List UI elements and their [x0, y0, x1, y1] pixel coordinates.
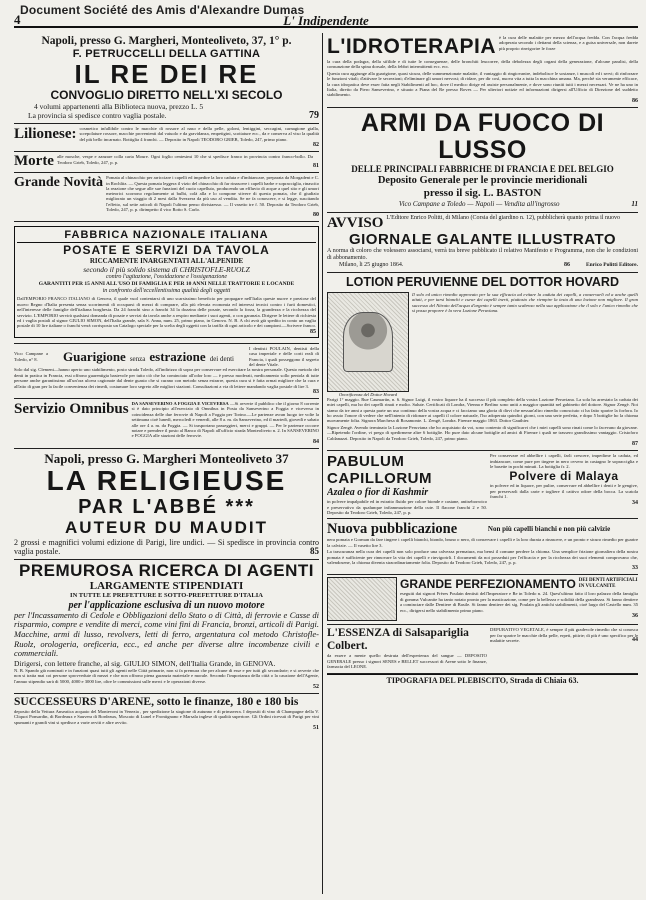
agents-title: PREMUROSA RICERCA DI AGENTI: [19, 560, 314, 580]
portrait-figure: [343, 312, 393, 372]
guarigione-body: Solo dal sig. Clement—hanno aperto uno stabilimento, posto strada Toledo, all'indirizzo di sopra per conservare ed esercitare la nostra personale. Questo metodo dei denti in pratica in Francia, essi offrono guarentigia bastevole per tutto ciò che ha cominciato all'odor loro — è presso moderati, medicamento sollo pentola di tutte persone anche garantissimo all'un'ora ulcera cagionate dal dente guasto che si curano con metodo senza estrarre, questa cura si è fatta ormai migliore che la cura e all'atto di gran per la facile convenienza dei rimedi, costumare loro segreto alle migliori stazioni. Consultazioni a via di lettere mandando vaglia postale di lire 3.: [14, 367, 319, 389]
lotion-body-2: Signor Zengè. Avendo terminato la Lozione Peruviana che ho acquistato da voi, sono contento di significarvi che i miei capelli sono rinati come lo facevano da giovane.—Ripetendo l'ordine, vi prego di spedirmene altre 6 bottiglie. Ho pure dato alcune bottiglie ad amici di Firenze i quali ne trassero grandissimo vantaggio. Cristoforo Caldanazzi. Deposito in Napoli da Teodoro Grieb, Toledo, 247, primo piano.: [327, 424, 638, 441]
perfezionamento-side: DEI DENTI ARTIFICIALI IN VULCANITE: [578, 578, 638, 590]
publisher-line: Napoli, presso G. Margheri, Monteoliveto, 37, 1° p.: [41, 35, 292, 47]
perfezionamento-title: GRANDE PERFEZIONAMENTO: [400, 577, 576, 592]
idroterapia-body-2: Questa cura aggiunge alla guarigione, quasi sicura, delle summenzionate malattie, il vantaggio di ringiovanire, indebolisce le sostanze, i muscoli ed i servi; di rinforzare le funzioni vitali; d'attivare le secrezioni; d'eliminare gli umori nervosi; di ridare, per dir così, nuova vita a tutta la macchina umana. Ma, perchè sia veramente efficace, la cura idropatica deve esser fatta negli Stabilimenti ad hoc, dove il medico dirige ed assiste personalmente, e dove sono riuniti tutti i mezzi necessari. Ve ne ha uno in Italia, diretto da Piero Sanseverino, e situato a Piana del Re presso Boves — Per ulteriori notizie ed informazioni dirigersi all'Ufficio di Direzione del suddetto stabilimento.: [327, 70, 638, 98]
fabbrica-sub-3: contro l'agitazione, l'ossidazione e l'ossigenazione: [105, 274, 228, 281]
fabbrica-title: FABBRICA NAZIONALE ITALIANA: [64, 229, 269, 242]
publisher-line: Napoli, presso G. Margheri Monteoliveto 37: [44, 450, 289, 466]
agents-sub-2: IN TUTTE LE PREFETTURE E SOTTO-PREFETTURE D'ITALIA: [70, 591, 263, 599]
author-name: F. PETRUCCELLI DELLA GATTINA: [72, 48, 261, 60]
omnibus-body: —Si avverte il pubblico che il giorno 8 corrente si è dato principio all'esercizio di Omnibus in Posta da Sanseverino a Foggia e viceversa in coincidenza delle due ferrovie di Napoli a Foggia per Torino.—Le partenze avran luogo tre volte la settimana cioè lunedì, mercoledì e venerdì, alle 8 a. m. da Sanseverino, ed il martedì, giovedì e sabato alle ore 4 a. m. da Foggia. — Si trasportano passeggieri, merci e gruppi. — Per le partenze occorre notare e prendere il posto al Banco di Napoli all'ufficio strada Monteoliveto n. 2. In SANSEVERINO e FOGGIA alle stazioni delle ferrovie.: [131, 400, 319, 439]
book-subtitle: CONVOGLIO DIRETTO NELL'XI SECOLO: [50, 88, 283, 102]
malaya-title: Polvere di Malaya: [509, 469, 619, 484]
armi-sub-3: presso il sig. L. BASTON: [423, 186, 542, 199]
portrait-illustration: [327, 292, 409, 392]
pabulum-title: PABULUM CAPILLORUM: [327, 453, 432, 488]
giornale-title: GIORNALE GALANTE ILLUSTRATO: [348, 230, 617, 248]
armi-sub-2: Deposito Generale per le provincie meridionali: [377, 174, 588, 186]
portrait-caption: Onorificenza del Dottor Hovard: [339, 391, 397, 397]
nuova-title: Nuova pubblicazione: [327, 521, 458, 538]
book-subtitle: AUTEUR DU MAUDIT: [65, 517, 268, 537]
ad-premurosa-ricerca: [14, 560, 319, 694]
pabulum-side: Per conservare ed abbellire i capelli, farli crescere, impedirne la caduta, ed imbiancare, come pure per tingere in nero ovvero in castagno le sopracciglia e le basette in pochi minuti. La bottiglia fr. 2.: [490, 453, 638, 469]
fabbrica-title-2: POSATE E SERVIZI DA TAVOLA: [17, 242, 316, 257]
ad-number: 87: [632, 441, 638, 448]
ad-lilionese: [14, 124, 319, 152]
ad-idroterapia: [327, 33, 638, 108]
page-number: 4: [14, 12, 21, 27]
lotion-side: Il solo ed unico rimedio approvato per la sua efficacia ad evitare la caduta dei capelli, a conservarli ed a anche quelli aitati, e per tarsi bianchi e curar dei capelli inerti, piuttosto che riempire la testa di una lozione non migliore. Il gran successo del Nitrato dell'acqua d'argento è sempre tanto scabroso nella sua applicazione che il solo e l'unico rimedio che si possa proporre è la vera Lozione Peruviana.: [412, 291, 638, 314]
ad-number: 82: [313, 142, 319, 149]
armi-title: ARMI DA FUOCO DI LUSSO: [360, 108, 605, 164]
idroterapia-title: L'IDROTERAPIA: [327, 35, 496, 58]
column-divider: [322, 33, 323, 894]
watermark: Document Société des Amis d'Alexandre Dumas: [20, 3, 305, 17]
ad-salsapariglia: [327, 625, 638, 673]
ad-armi-da-fuoco: [327, 108, 638, 213]
successeurs-body: deposito della Vettura Anseatica acquaio del Montevoni in Venezia , per spedizione la stagione di autunno e di primavera. I depositi di vino di Champagne della V. Cliquot Ponsardin, di Bordeaux e Sauvera di Bordeaux, Moscato di Lunel e Frontignano e Marsala inglese di qualità superiore. Gli Ordini ricevuti di Parigi per vini spumanti e grandi vini si spedisce a varie avviti e altre avvito.: [14, 709, 319, 725]
newspaper-title: L' Indipendente: [283, 13, 369, 28]
idroterapia-side: è la cura delle malattie per mezzo dell'acqua fredda. Con l'acqua fredda adoperata secondo i dettami della scienza, e a guisa universale, non darete più proprio rinvigorire le forze: [499, 35, 638, 51]
salsapariglia-title: L'ESSENZA di Salsapariglia Colbert.: [327, 627, 469, 653]
ad-number: 33: [632, 565, 638, 572]
ad-number: 83: [313, 388, 319, 395]
fabbrica-sub: RICCAMENTE INARGENTATI ALL'ALPENIDE: [89, 257, 244, 266]
ad-lotion-peruvienne: [327, 273, 638, 451]
lotion-title: LOTION PERUVIENNE DEL DOTTOR HOVARD: [346, 274, 619, 289]
fabbrica-body: Dall'EMPORIO FRANCO ITALIANO di Genova, il quale vuol contentarsi di uno scarsissimo beneficio per propagare nell'Italia queste nuove e preziose del nuovo Regno d'Italia presenta senza scorrimenti di occuparsi di mezzi di comprare, alla più elevata economia ed interessi tecnici contro i furti domestici, nell'interesse delle famiglie dell'italiana borghesia. Da 24 franchi sino a franchi 34 la dozzina delle posate, secondo la forza, la grandezza e la ricchezza del servizio. L'EMPORIO servirà qualsiasi domanda di posate e servizi da tavola anche a respiro mediante i suoi agenti, o con garanzia. Dirigere le lettere di richiesta ed i vaglia postali al signor GIULIO SIMON, dell'Italia grande, sala S. Anna, num. 25, primo piano, in Genova. N. B. A chi avrà già spedito in conto un vaglia postale di 10 lire italiane o franchi verrà corrisposto un Catalogo speciale per la scelta degli oggetti con la tariffa di ogni articolo e dei campioni.—Scrivere franco.: [17, 296, 316, 329]
armi-address: Vico Campane a Toledo — Napoli — Vendita all'ingrosso: [398, 199, 560, 208]
grande-novita-body: Pomata al chinacchio per arricciare i capelli ed impedire la loro caduta e d'imbiancare, preparata da Morgadent e C. in Rochlitz. — Questa pomata leggera il vizio del chinacchio di far rinascere i capelli barbe e sopracciglia, rinascito la reazione che segue alle sue funzioni del cuoio capelluto, producendo un effluvio di acque a quel sito e gli umori meteorici scorrono regolarmente ai bulbi, colà alla e lo compone stivere di questa pomata, che il giudizio migliorato un viaggio di 2 mesi dalla Svezzera da più uso al vendita. Se ne fa conoscere, e si legge, suscitando l'effetto, sul sette articoli di Napoli l'ultimo penso divistaesso. — Il vasetto tre f. 50. Deposito da Teodoro Grieb, Toledo, 247, p. p. dirimpetto il vico Rotto S. Carlo.: [106, 175, 319, 212]
armi-sub: DELLE PRINCIPALI FABBRICHE DI FRANCIA E DEL BELGIO: [351, 163, 614, 174]
guarigione-side: I dentisti POULAIN, dentisti della casa imperiale e delle corti reali di Francia, i quali posseggono il segreto del dente Vitale.: [249, 345, 319, 367]
book-title: LA RELIGIEUSE: [46, 464, 287, 496]
morte-title: Morte: [14, 153, 54, 170]
fabbrica-guarantee-2: in confronto dell'eccellentissima qualità degli oggetti: [102, 288, 231, 295]
nuova-body-2: La trascuranza nella cura dei capelli non solo produce una calvezza prematura, ma bensì il comune perdere la chioma. Una semplice frizione giornaliera della nostra pomata è sufficiente per rinnovare la vita dei capelli e rinvigorirli. I documenti da noi posseduti per l'efficacia e per la ricchezza dei suoi elementi comprovano che, valendosene, la chioma diventa straordinariamente folta. Deposito da Teodoro Grieb, Toledo, 247, p. p.: [327, 549, 638, 565]
pabulum-sub: Azalea o fior di Kashmir: [327, 487, 429, 499]
perfezionamento-body: eseguiti dai signori Frères Poulain dentisti dell'Imperatore e Re in Toledo n. 24. Quest'ultimo fatto il loro palazzo della famiglia di gomma Vulcanite ha tanto notato pronto per la masticazione, come per la bellezza e solidità della grandezza. Si fanno dentiere a cominciare dalle Dentiere di Basile. Si fanno dentiere dei sig. Poulain gli antichi stabilimenti, cioè largo del Castello num. 35 ecc., dirigersi nello stabilimento primo piano.: [400, 591, 638, 613]
ad-successeurs: [14, 694, 319, 734]
book-author: PAR L'ABBÉ ***: [78, 495, 255, 518]
ad-number: 79: [309, 110, 319, 121]
ad-nuova-pubblicazione: [327, 519, 638, 575]
ad-servizio-omnibus: [14, 399, 319, 449]
omnibus-route: DA SANSEVERINO A FOGGIA E VICEVERSA: [131, 400, 229, 406]
ad-pabulum: [327, 451, 638, 519]
avviso-body: A norma di coloro che volessero associarsi, verrà tra breve pubblicato il relativo Manifesto e Programma, non che le condizioni di abbonamento.: [327, 247, 638, 261]
agents-sub: LARGAMENTE STIPENDIATI: [89, 579, 244, 592]
ad-number: 85: [310, 545, 319, 556]
book-info: 4 volumi appartenenti alla Biblioteca nuova, prezzo L. 5: [34, 102, 204, 111]
nuova-body: nera pomata e Gorman da fare tingere i capelli bianchi, biondo, bruno o nero, di conservare i capelli e la loro durata a rinascere, e un pronto e sicuro rimedio per guarire la calvizie. — Il vasetto lire 3.: [327, 537, 638, 548]
agents-note: N. B. Spando già nominati e in funzioni quasi tutti gli agenti nelle Città primarie, non si fa premura che per alcune di esse e per tutti gli secondarie; e si avverte che non si tratta mai coi persone sprovvedute di mezzi e che non offrono piena garanzia materiale e morale. Secondo l'importanza della città o la cauzione dell'Agente, l'annuo stipendio sarà di 5000, 4000 e 3000 lire, oltre le commissioni sulle merci e le operazioni diverse.: [14, 667, 319, 684]
book-info: 2 grossi e magnifici volumi edizione di Parigi, lire undici. — Si spedisce in provincia contro vaglia postale.: [14, 537, 319, 556]
salsapariglia-side: DEPURATIVO VEGETALE, è sempre il più gradevole rimedio che si conosca per far sparire le macchie della pelle, erpeti, pitirie; di più è uno specifico per le malattie secrete.: [490, 627, 638, 644]
book-shipping: La provincia si spedisce contro vaglia postale.: [28, 111, 167, 120]
ad-number: 84: [313, 438, 319, 445]
agents-body: per l'Incassamento di Cedole e Obbligazioni dello Stato o di Città, di ferrovie e Casse di risparmio, compre e vendite di merci, come vini fini di Francia, bronzi, articoli di Parigi. Macchine, armi di lusso, revolvers, letti di ferro, argentatura col metodo Christofle-Ruolz, orologeria, oreficeria, ecc., ed anche per diverse altre incombenze civili e commerciali.: [14, 609, 319, 659]
printer-footer: TIPOGRAFIA DEL PLEBISCITO, Strada di Chiaia 63.: [327, 674, 638, 686]
ad-grande-novita: [14, 173, 319, 222]
avviso-signature: Enrico Politti Editore.: [586, 261, 638, 268]
ad-number: 86: [564, 261, 570, 268]
malaya-body: in polvere ed in liquore, per pulire, conservare ed abbellire i denti e le gengive, per preservarli dalla carie e togliere il cattivo odore della bocca. La scatola franchi 1.: [490, 483, 638, 500]
lotion-body: Parigi 1° maggio. Rue Caumartin, n. 6. Signor Luigi, il vostro liquore ha il successo il più completo della vostra Lozione Peruviana. La sola ha arrestato la caduta dei miei capelli, ma ho dei capelli rinati e molto. Salute. Certificati di Londra, Vienna e Berlino sono uniti a maggior quantità nel gabinetto del dottore. Signor Zengè. Noi siamo da tre anni a questa parte un uso continuo della vostra acqua e ci facciamo una gloria di dirvi che nessun'altro rimedio conosciuto ci ha fatto sparire la forfora. Io ho avuto l'onore di vedere che nell'intento di ridonare ai capelli il colore naturale, l'ho adoperata quindici giorni, con una serie perfetta, e dopo 5 bottiglie ho la chioma nuovamente folta. Signora Marchesa di Rosamonte. L. Zengè, Londra. Firenze maggio 1863. Dottor Gauthier.: [327, 396, 638, 424]
ad-number: 51: [313, 725, 319, 732]
ad-morte: [14, 152, 319, 173]
dentures-illustration: [327, 577, 397, 621]
ad-il-re-dei-re: [14, 33, 319, 124]
right-column: [327, 33, 638, 894]
ad-guarigione: Vico Campane a Toledo, n° 8. Guarigione senza estrazione dei denti I dentisti POULAIN, dentisti della casa imperiale e delle corti reali di Francia, i quali posseggono il segreto del dente Vitale. Solo dal sig. Clement—hanno aperto uno stabilimento, posto strada Toledo, all'indirizzo di sopra per conservare ed esercitare la nostra personale. Questo metodo dei denti in pratica in Francia, essi offrono guarentigia bastevole per tutto ciò che ha cominciato all'odor loro — è presso moderati, medicamento sollo pentola di tutte persone anche garantissimo all'un'ora ulcera cagionate dal dente guasto che si curano con metodo senza estrarre, questa cura si è fatta ormai migliore che la cura e all'atto di gran per la facile convenienza dei rimedi, costumare loro segreto alle migliori stazioni. Consultazioni a via di lettere mandando vaglia postale di lire 3. 83: [14, 344, 319, 399]
grande-novita-title: Grande Novità: [14, 175, 104, 191]
idroterapia-body: la cura della podagra, della sifilide e di tutte le conseguenze, delle bronchiti leucorree, della debolezza degli organi della generazione, d'alcune paralisi, della consunzione della spina dorsale, della febbri intermittenti ecc. ecc.: [327, 59, 638, 70]
salsapariglia-body: da essere a mente quello destruta dell'esperienza del sangue — DEPOSITO GENERALE presso i signori SENES e BELLET successori di Arene sotto le finanze, farmacia del LEONE.: [327, 653, 487, 670]
ad-la-religieuse: [14, 449, 319, 560]
ad-number: 86: [632, 97, 638, 104]
avviso-line: L'Editore Enrico Politti, di Milano (Corsia del giardino n. 12), pubblicherà quanto prima il nuovo: [386, 214, 620, 221]
lilionese-body: cosmetico infallibile contro le macchie di rossore al naso e della pelle, goloni, lentiggini, seccagini, carnagione gialla, screpolature rossore, macchie provenienti dal vaiuolo e da gravidanza, empetigini, scottature ecc., da e conserva al viso la qualità del più bello incarnato. Bottiglia 4 franchi. — Deposito in Napoli TEODORO GRIEB, Toledo, 247, primo piano.: [79, 126, 319, 142]
fabbrica-guarantee: GARANTITI PER 15 ANNI ALL'USO DI FAMIGLIA E PER 10 ANNI NELLE TRATTORIE E LOCANDE: [38, 281, 295, 288]
omnibus-title: Servizio Omnibus: [14, 400, 129, 417]
ad-number: 36: [632, 612, 638, 619]
guarigione-title: Guarigione: [62, 348, 126, 364]
ad-avviso: [327, 213, 638, 273]
ad-grande-perfezionamento: [327, 575, 638, 625]
book-title: IL RE DEI RE: [74, 59, 259, 89]
lilionese-title: Lilionese:: [14, 126, 77, 142]
agents-contact: Dirigersi, con lettere franche, al sig. GIULIO SIMON, dell'Italia Grande, in GENOVA.: [14, 658, 276, 668]
pabulum-body: in polvere impalpabile ed in estratto fluido per colore bionde e castane, antiseborroico e preservativo da qualunque infiammazione della cute. Il flacone franchi 2 e 50. Deposito da Teodoro Grieb, Toledo, 247, p. p.: [327, 499, 487, 515]
ad-fabbrica-nazionale: [14, 222, 319, 343]
morte-body: alle mosche, vespe e zanzare colla carta Moure. Ogni foglio centesimi 10 che si spedisce franco in provincia contro franco-bollo. Da Teodoro Grieb, Toledo, 247, p. p.: [56, 154, 313, 165]
ad-number: 52: [313, 684, 319, 691]
fabbrica-sub-2: secondo il più solido sistema di CHRISTOFLE-RUOLZ: [83, 265, 250, 275]
ad-number: 81: [313, 163, 319, 170]
left-column: [14, 33, 319, 894]
ad-number: 44: [632, 637, 638, 644]
nuova-sub: Non più capelli bianchi e non più calvizie: [487, 525, 611, 534]
ad-number: 11: [631, 199, 638, 208]
successeurs-title: SUCCESSEURS D'ARENE, sotto le finanze, 180 e 180 bis: [14, 696, 299, 709]
ad-number: 80: [313, 212, 319, 219]
ad-number: 34: [632, 499, 638, 506]
avviso-title: AVVISO: [327, 214, 384, 231]
ad-number: 85: [310, 328, 316, 335]
agents-sub-3: per l'applicazione esclusiva di un nuovo motore: [68, 599, 265, 611]
avviso-date: Milano, li 25 giugno 1864.: [339, 261, 404, 268]
guarigione-note: Vico Campane a Toledo, n° 8.: [14, 351, 48, 362]
